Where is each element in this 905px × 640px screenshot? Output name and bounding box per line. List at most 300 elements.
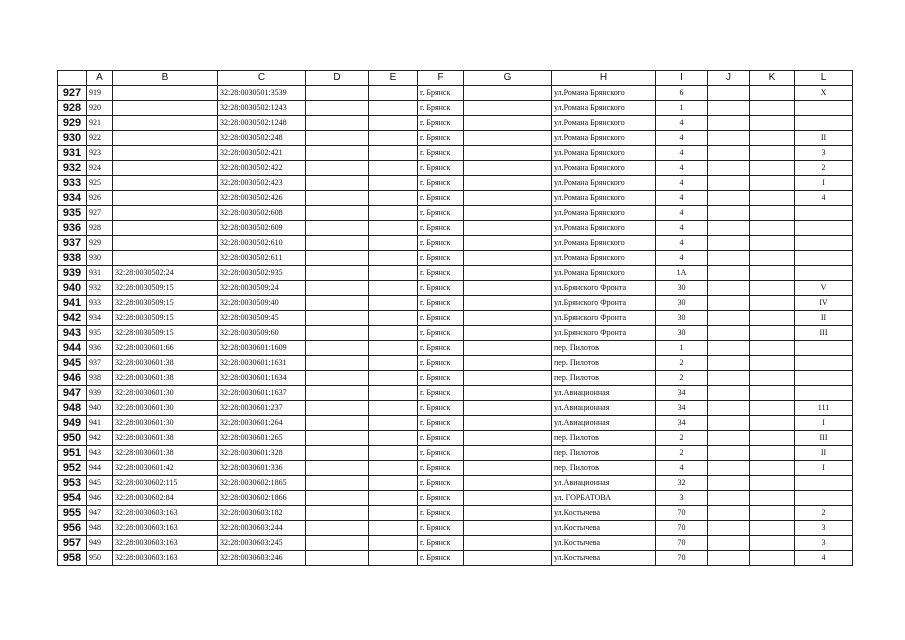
cell-f[interactable]: г. Брянск (418, 296, 464, 311)
cell-i[interactable]: 2 (656, 371, 708, 386)
cell-j[interactable] (708, 356, 750, 371)
cell-f[interactable]: г. Брянск (418, 506, 464, 521)
cell-a[interactable]: 928 (87, 221, 113, 236)
cell-d[interactable] (306, 221, 369, 236)
cell-h[interactable]: ул.Романа Брянского (552, 146, 656, 161)
cell-b[interactable]: 32:28:0030601:38 (113, 446, 218, 461)
cell-c[interactable]: 32:28:0030603:245 (218, 536, 306, 551)
cell-b[interactable] (113, 131, 218, 146)
cell-l[interactable] (795, 236, 853, 251)
row-number[interactable]: 948 (58, 401, 87, 416)
cell-f[interactable]: г. Брянск (418, 161, 464, 176)
cell-h[interactable]: пер. Пилотов (552, 446, 656, 461)
cell-d[interactable] (306, 86, 369, 101)
cell-g[interactable] (464, 176, 552, 191)
cell-c[interactable]: 32:28:0030601:336 (218, 461, 306, 476)
row-number[interactable]: 930 (58, 131, 87, 146)
cell-d[interactable] (306, 326, 369, 341)
cell-h[interactable]: ул.Романа Брянского (552, 251, 656, 266)
cell-e[interactable] (369, 191, 418, 206)
cell-b[interactable]: 32:28:0030509:15 (113, 281, 218, 296)
cell-h[interactable]: пер. Пилотов (552, 431, 656, 446)
cell-l[interactable]: 2 (795, 506, 853, 521)
cell-e[interactable] (369, 131, 418, 146)
column-header-d[interactable]: D (306, 71, 369, 86)
cell-k[interactable] (750, 491, 795, 506)
cell-a[interactable]: 920 (87, 101, 113, 116)
column-header-l[interactable]: L (795, 71, 853, 86)
cell-j[interactable] (708, 101, 750, 116)
cell-g[interactable] (464, 206, 552, 221)
cell-b[interactable] (113, 176, 218, 191)
row-number[interactable]: 952 (58, 461, 87, 476)
column-header-b[interactable]: B (113, 71, 218, 86)
cell-l[interactable] (795, 356, 853, 371)
cell-g[interactable] (464, 86, 552, 101)
column-header-a[interactable]: A (87, 71, 113, 86)
cell-d[interactable] (306, 266, 369, 281)
cell-k[interactable] (750, 431, 795, 446)
cell-l[interactable]: 4 (795, 191, 853, 206)
cell-a[interactable]: 938 (87, 371, 113, 386)
cell-j[interactable] (708, 416, 750, 431)
column-header-g[interactable]: G (464, 71, 552, 86)
cell-a[interactable]: 934 (87, 311, 113, 326)
cell-i[interactable]: 34 (656, 416, 708, 431)
cell-g[interactable] (464, 251, 552, 266)
cell-a[interactable]: 931 (87, 266, 113, 281)
cell-k[interactable] (750, 356, 795, 371)
cell-k[interactable] (750, 251, 795, 266)
cell-e[interactable] (369, 401, 418, 416)
cell-c[interactable]: 32:28:0030502:248 (218, 131, 306, 146)
cell-i[interactable]: 2 (656, 431, 708, 446)
cell-g[interactable] (464, 476, 552, 491)
cell-i[interactable]: 4 (656, 116, 708, 131)
cell-b[interactable]: 32:28:0030601:66 (113, 341, 218, 356)
cell-c[interactable]: 32:28:0030502:935 (218, 266, 306, 281)
cell-l[interactable] (795, 206, 853, 221)
cell-b[interactable]: 32:28:0030601:30 (113, 401, 218, 416)
cell-k[interactable] (750, 401, 795, 416)
row-number[interactable]: 935 (58, 206, 87, 221)
cell-i[interactable]: 4 (656, 176, 708, 191)
cell-a[interactable]: 935 (87, 326, 113, 341)
row-number[interactable]: 933 (58, 176, 87, 191)
cell-f[interactable]: г. Брянск (418, 401, 464, 416)
cell-j[interactable] (708, 176, 750, 191)
cell-g[interactable] (464, 236, 552, 251)
cell-c[interactable]: 32:28:0030603:244 (218, 521, 306, 536)
cell-a[interactable]: 927 (87, 206, 113, 221)
cell-d[interactable] (306, 401, 369, 416)
cell-i[interactable]: 4 (656, 251, 708, 266)
cell-b[interactable] (113, 191, 218, 206)
cell-b[interactable]: 32:28:0030601:38 (113, 431, 218, 446)
cell-j[interactable] (708, 206, 750, 221)
cell-h[interactable]: ул.Романа Брянского (552, 176, 656, 191)
cell-g[interactable] (464, 296, 552, 311)
cell-c[interactable]: 32:28:0030502:423 (218, 176, 306, 191)
cell-e[interactable] (369, 206, 418, 221)
cell-d[interactable] (306, 296, 369, 311)
row-number[interactable]: 958 (58, 551, 87, 566)
cell-e[interactable] (369, 446, 418, 461)
cell-h[interactable]: пер. Пилотов (552, 356, 656, 371)
cell-f[interactable]: г. Брянск (418, 551, 464, 566)
cell-i[interactable]: 70 (656, 506, 708, 521)
cell-l[interactable]: II (795, 131, 853, 146)
cell-b[interactable] (113, 161, 218, 176)
cell-g[interactable] (464, 446, 552, 461)
cell-i[interactable]: 2 (656, 356, 708, 371)
cell-g[interactable] (464, 146, 552, 161)
cell-a[interactable]: 930 (87, 251, 113, 266)
cell-g[interactable] (464, 191, 552, 206)
cell-l[interactable]: II (795, 446, 853, 461)
cell-c[interactable]: 32:28:0030502:1248 (218, 116, 306, 131)
cell-g[interactable] (464, 506, 552, 521)
cell-h[interactable]: ул.Брянского Фронта (552, 326, 656, 341)
cell-h[interactable]: ул.Романа Брянского (552, 191, 656, 206)
row-number[interactable]: 945 (58, 356, 87, 371)
column-header-i[interactable]: I (656, 71, 708, 86)
cell-k[interactable] (750, 161, 795, 176)
cell-a[interactable]: 941 (87, 416, 113, 431)
cell-k[interactable] (750, 146, 795, 161)
cell-b[interactable] (113, 116, 218, 131)
cell-l[interactable] (795, 251, 853, 266)
cell-l[interactable]: III (795, 326, 853, 341)
cell-g[interactable] (464, 281, 552, 296)
cell-g[interactable] (464, 536, 552, 551)
row-number[interactable]: 942 (58, 311, 87, 326)
cell-e[interactable] (369, 491, 418, 506)
cell-k[interactable] (750, 446, 795, 461)
cell-e[interactable] (369, 326, 418, 341)
cell-g[interactable] (464, 116, 552, 131)
cell-e[interactable] (369, 386, 418, 401)
cell-b[interactable] (113, 221, 218, 236)
column-header-e[interactable]: E (369, 71, 418, 86)
cell-h[interactable]: ул.Костычева (552, 536, 656, 551)
cell-e[interactable] (369, 146, 418, 161)
cell-a[interactable]: 939 (87, 386, 113, 401)
row-number[interactable]: 950 (58, 431, 87, 446)
cell-c[interactable]: 32:28:0030601:1637 (218, 386, 306, 401)
cell-i[interactable]: 4 (656, 236, 708, 251)
cell-k[interactable] (750, 116, 795, 131)
cell-i[interactable]: 70 (656, 551, 708, 566)
cell-j[interactable] (708, 506, 750, 521)
cell-e[interactable] (369, 221, 418, 236)
cell-k[interactable] (750, 296, 795, 311)
cell-j[interactable] (708, 191, 750, 206)
cell-h[interactable]: ул.Брянского Фронта (552, 311, 656, 326)
cell-e[interactable] (369, 461, 418, 476)
cell-c[interactable]: 32:28:0030601:264 (218, 416, 306, 431)
cell-d[interactable] (306, 431, 369, 446)
cell-e[interactable] (369, 281, 418, 296)
cell-c[interactable]: 32:28:0030601:1634 (218, 371, 306, 386)
cell-f[interactable]: г. Брянск (418, 521, 464, 536)
cell-g[interactable] (464, 371, 552, 386)
cell-g[interactable] (464, 311, 552, 326)
cell-e[interactable] (369, 176, 418, 191)
cell-h[interactable]: пер. Пилотов (552, 341, 656, 356)
cell-b[interactable] (113, 101, 218, 116)
cell-k[interactable] (750, 101, 795, 116)
cell-k[interactable] (750, 506, 795, 521)
cell-j[interactable] (708, 551, 750, 566)
cell-i[interactable]: 4 (656, 206, 708, 221)
cell-i[interactable]: 30 (656, 311, 708, 326)
cell-f[interactable]: г. Брянск (418, 116, 464, 131)
cell-b[interactable]: 32:28:0030601:30 (113, 386, 218, 401)
cell-f[interactable]: г. Брянск (418, 356, 464, 371)
cell-i[interactable]: 4 (656, 461, 708, 476)
cell-e[interactable] (369, 416, 418, 431)
cell-e[interactable] (369, 371, 418, 386)
cell-k[interactable] (750, 191, 795, 206)
cell-f[interactable]: г. Брянск (418, 221, 464, 236)
cell-e[interactable] (369, 551, 418, 566)
cell-d[interactable] (306, 536, 369, 551)
cell-f[interactable]: г. Брянск (418, 86, 464, 101)
cell-a[interactable]: 926 (87, 191, 113, 206)
cell-b[interactable]: 32:28:0030602:84 (113, 491, 218, 506)
cell-a[interactable]: 950 (87, 551, 113, 566)
row-number[interactable]: 938 (58, 251, 87, 266)
cell-a[interactable]: 940 (87, 401, 113, 416)
cell-b[interactable]: 32:28:0030601:30 (113, 416, 218, 431)
cell-l[interactable]: 111 (795, 401, 853, 416)
cell-h[interactable]: пер. Пилотов (552, 371, 656, 386)
cell-i[interactable]: 34 (656, 386, 708, 401)
cell-k[interactable] (750, 131, 795, 146)
cell-k[interactable] (750, 371, 795, 386)
cell-k[interactable] (750, 386, 795, 401)
cell-b[interactable] (113, 206, 218, 221)
cell-j[interactable] (708, 446, 750, 461)
cell-g[interactable] (464, 356, 552, 371)
cell-a[interactable]: 936 (87, 341, 113, 356)
cell-l[interactable] (795, 491, 853, 506)
cell-c[interactable]: 32:28:0030601:1609 (218, 341, 306, 356)
row-number[interactable]: 932 (58, 161, 87, 176)
cell-l[interactable] (795, 221, 853, 236)
cell-j[interactable] (708, 161, 750, 176)
cell-b[interactable]: 32:28:0030502:24 (113, 266, 218, 281)
cell-j[interactable] (708, 431, 750, 446)
row-number[interactable]: 946 (58, 371, 87, 386)
cell-g[interactable] (464, 416, 552, 431)
row-number[interactable]: 927 (58, 86, 87, 101)
row-number[interactable]: 937 (58, 236, 87, 251)
cell-k[interactable] (750, 461, 795, 476)
cell-c[interactable]: 32:28:0030603:182 (218, 506, 306, 521)
cell-l[interactable]: 3 (795, 536, 853, 551)
cell-f[interactable]: г. Брянск (418, 311, 464, 326)
cell-d[interactable] (306, 281, 369, 296)
cell-k[interactable] (750, 86, 795, 101)
cell-l[interactable] (795, 266, 853, 281)
cell-j[interactable] (708, 146, 750, 161)
row-number[interactable]: 941 (58, 296, 87, 311)
cell-j[interactable] (708, 266, 750, 281)
cell-d[interactable] (306, 161, 369, 176)
cell-f[interactable]: г. Брянск (418, 176, 464, 191)
cell-h[interactable]: ул.Авиационная (552, 476, 656, 491)
column-header-c[interactable]: C (218, 71, 306, 86)
cell-c[interactable]: 32:28:0030502:422 (218, 161, 306, 176)
cell-i[interactable]: 70 (656, 536, 708, 551)
cell-k[interactable] (750, 476, 795, 491)
cell-k[interactable] (750, 221, 795, 236)
cell-e[interactable] (369, 251, 418, 266)
cell-j[interactable] (708, 371, 750, 386)
cell-c[interactable]: 32:28:0030502:609 (218, 221, 306, 236)
cell-f[interactable]: г. Брянск (418, 386, 464, 401)
cell-d[interactable] (306, 116, 369, 131)
row-number[interactable]: 951 (58, 446, 87, 461)
row-number[interactable]: 943 (58, 326, 87, 341)
cell-i[interactable]: 1А (656, 266, 708, 281)
cell-b[interactable]: 32:28:0030509:15 (113, 296, 218, 311)
cell-i[interactable]: 4 (656, 221, 708, 236)
cell-f[interactable]: г. Брянск (418, 251, 464, 266)
cell-h[interactable]: ул.Романа Брянского (552, 116, 656, 131)
cell-f[interactable]: г. Брянск (418, 371, 464, 386)
cell-d[interactable] (306, 311, 369, 326)
row-number[interactable]: 956 (58, 521, 87, 536)
cell-c[interactable]: 32:28:0030601:237 (218, 401, 306, 416)
cell-d[interactable] (306, 191, 369, 206)
cell-f[interactable]: г. Брянск (418, 281, 464, 296)
cell-k[interactable] (750, 176, 795, 191)
row-number[interactable]: 936 (58, 221, 87, 236)
cell-d[interactable] (306, 416, 369, 431)
column-header-f[interactable]: F (418, 71, 464, 86)
cell-g[interactable] (464, 221, 552, 236)
cell-b[interactable] (113, 146, 218, 161)
cell-i[interactable]: 1 (656, 341, 708, 356)
cell-c[interactable]: 32:28:0030509:60 (218, 326, 306, 341)
cell-i[interactable]: 4 (656, 161, 708, 176)
cell-f[interactable]: г. Брянск (418, 101, 464, 116)
row-number[interactable]: 949 (58, 416, 87, 431)
cell-c[interactable]: 32:28:0030601:1631 (218, 356, 306, 371)
cell-d[interactable] (306, 251, 369, 266)
cell-b[interactable] (113, 86, 218, 101)
cell-j[interactable] (708, 401, 750, 416)
cell-g[interactable] (464, 161, 552, 176)
row-number[interactable]: 947 (58, 386, 87, 401)
cell-b[interactable]: 32:28:0030601:42 (113, 461, 218, 476)
cell-j[interactable] (708, 236, 750, 251)
cell-i[interactable]: 30 (656, 326, 708, 341)
cell-d[interactable] (306, 131, 369, 146)
cell-b[interactable]: 32:28:0030509:15 (113, 326, 218, 341)
cell-l[interactable] (795, 341, 853, 356)
cell-i[interactable]: 2 (656, 446, 708, 461)
cell-g[interactable] (464, 461, 552, 476)
cell-c[interactable]: 32:28:0030509:45 (218, 311, 306, 326)
cell-l[interactable]: IV (795, 296, 853, 311)
cell-g[interactable] (464, 131, 552, 146)
cell-h[interactable]: ул.Романа Брянского (552, 221, 656, 236)
cell-f[interactable]: г. Брянск (418, 191, 464, 206)
cell-e[interactable] (369, 341, 418, 356)
cell-f[interactable]: г. Брянск (418, 131, 464, 146)
cell-h[interactable]: ул.Романа Брянского (552, 161, 656, 176)
cell-k[interactable] (750, 551, 795, 566)
cell-e[interactable] (369, 161, 418, 176)
cell-i[interactable]: 30 (656, 281, 708, 296)
cell-j[interactable] (708, 281, 750, 296)
cell-g[interactable] (464, 386, 552, 401)
cell-f[interactable]: г. Брянск (418, 266, 464, 281)
cell-h[interactable]: ул.Романа Брянского (552, 101, 656, 116)
row-number[interactable]: 955 (58, 506, 87, 521)
cell-a[interactable]: 949 (87, 536, 113, 551)
cell-j[interactable] (708, 476, 750, 491)
cell-j[interactable] (708, 86, 750, 101)
cell-b[interactable]: 32:28:0030509:15 (113, 311, 218, 326)
cell-a[interactable]: 948 (87, 521, 113, 536)
cell-i[interactable]: 32 (656, 476, 708, 491)
cell-e[interactable] (369, 476, 418, 491)
row-number[interactable]: 954 (58, 491, 87, 506)
cell-b[interactable]: 32:28:0030601:38 (113, 356, 218, 371)
cell-l[interactable] (795, 476, 853, 491)
row-number[interactable]: 934 (58, 191, 87, 206)
cell-h[interactable]: ул.Костычева (552, 521, 656, 536)
cell-d[interactable] (306, 206, 369, 221)
cell-d[interactable] (306, 176, 369, 191)
column-header-k[interactable]: K (750, 71, 795, 86)
corner-header[interactable] (58, 71, 87, 86)
cell-l[interactable]: I (795, 416, 853, 431)
cell-f[interactable]: г. Брянск (418, 461, 464, 476)
cell-l[interactable]: I (795, 176, 853, 191)
cell-d[interactable] (306, 551, 369, 566)
cell-c[interactable]: 32:28:0030502:611 (218, 251, 306, 266)
cell-h[interactable]: ул. ГОРБАТОВА (552, 491, 656, 506)
cell-j[interactable] (708, 116, 750, 131)
cell-a[interactable]: 924 (87, 161, 113, 176)
cell-a[interactable]: 929 (87, 236, 113, 251)
cell-k[interactable] (750, 521, 795, 536)
cell-a[interactable]: 946 (87, 491, 113, 506)
cell-a[interactable]: 947 (87, 506, 113, 521)
cell-g[interactable] (464, 431, 552, 446)
cell-b[interactable]: 32:28:0030603:163 (113, 536, 218, 551)
cell-h[interactable]: ул.Костычева (552, 551, 656, 566)
cell-d[interactable] (306, 236, 369, 251)
cell-d[interactable] (306, 341, 369, 356)
cell-d[interactable] (306, 386, 369, 401)
cell-l[interactable]: V (795, 281, 853, 296)
cell-a[interactable]: 922 (87, 131, 113, 146)
cell-f[interactable]: г. Брянск (418, 146, 464, 161)
cell-k[interactable] (750, 206, 795, 221)
row-number[interactable]: 953 (58, 476, 87, 491)
cell-f[interactable]: г. Брянск (418, 446, 464, 461)
cell-j[interactable] (708, 311, 750, 326)
row-number[interactable]: 931 (58, 146, 87, 161)
cell-j[interactable] (708, 326, 750, 341)
